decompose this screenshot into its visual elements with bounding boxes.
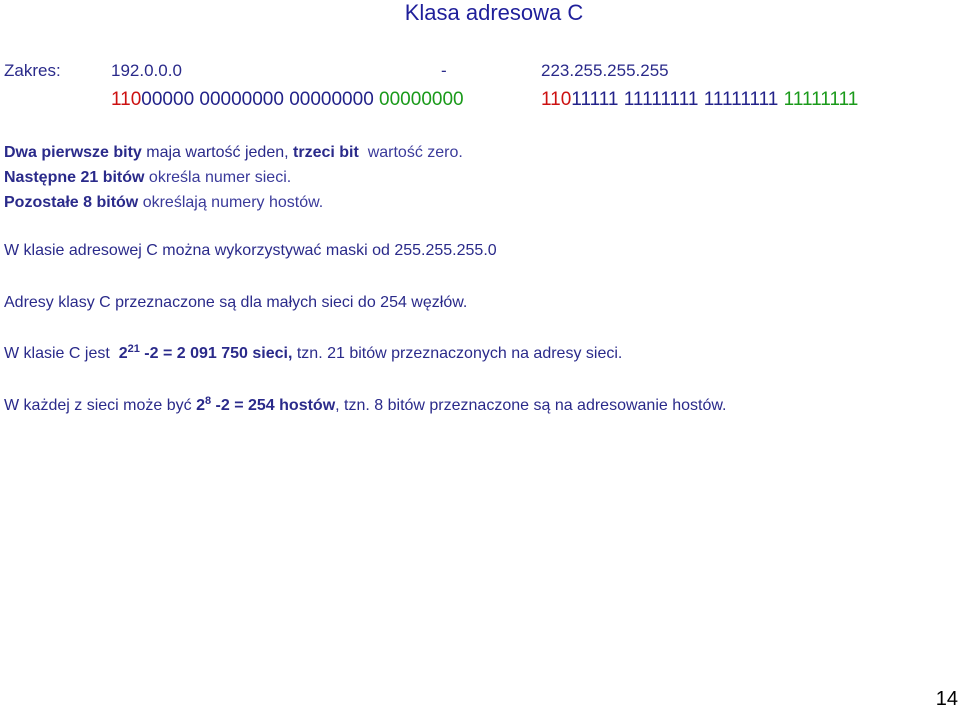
binary-end-network-bits: 11111 11111111 11111111 [571, 89, 779, 110]
line6-text-2: tzn. 21 bitów przeznaczonych na adresy sieci. [292, 345, 623, 362]
text-line-4: W klasie adresowej C można wykorzystywać maski od 255.255.255.0 [4, 242, 497, 259]
line6-bold: -2 = 2 091 750 sieci, [139, 345, 293, 362]
line2-bold: Następne 21 bitów [4, 169, 145, 186]
line6-text-1: W klasie C jest [4, 345, 119, 362]
range-start: 192.0.0.0 [111, 61, 182, 80]
binary-start-network-bits: 00000 00000000 00000000 [141, 89, 374, 110]
line7-base: 2 [196, 397, 205, 414]
line7-bold: -2 = 254 hostów [211, 397, 336, 414]
line7-exponent: 8 [204, 395, 212, 407]
range-dash: - [441, 61, 447, 80]
text-line-1 [4, 144, 463, 162]
text-line-5: Adresy klasy C przeznaczone są dla małych sieci do 254 węzłów. [4, 294, 468, 311]
line7-text-1: W każdej z sieci może być [4, 397, 197, 414]
binary-end-host-bits: 11111111 [783, 89, 859, 110]
line6-exponent: 21 [127, 343, 140, 355]
line1-text-2: wartość zero. [358, 144, 463, 161]
range-end: 223.255.255.255 [541, 61, 669, 80]
line3-text: określają numery hostów. [138, 194, 324, 211]
binary-end [541, 89, 858, 111]
line1-bold-1: Dwa pierwsze bity [4, 144, 142, 161]
line7-text-2: , tzn. 8 bitów przeznaczone są na adresowanie hostów. [335, 397, 727, 414]
line3-bold: Pozostałe 8 bitów [4, 194, 139, 211]
text-line-2 [4, 169, 291, 187]
range-label: Zakres: [4, 61, 61, 80]
text-line-6 [4, 345, 622, 363]
line6-base: 2 [118, 345, 128, 362]
binary-start-class-bits: 110 [111, 89, 142, 110]
binary-end-class-bits: 110 [541, 89, 572, 110]
binary-start-host-bits: 00000000 [379, 89, 464, 110]
page-title: Klasa adresowa C [404, 0, 584, 25]
line1-bold-2: trzeci bit [293, 144, 359, 161]
page-number: 14 [935, 688, 958, 710]
line1-text-1: maja wartość jeden, [141, 144, 294, 161]
text-line-3 [4, 194, 323, 212]
text-line-7 [4, 397, 726, 415]
binary-start [111, 89, 464, 111]
line2-text: określa numer sieci. [144, 169, 292, 186]
